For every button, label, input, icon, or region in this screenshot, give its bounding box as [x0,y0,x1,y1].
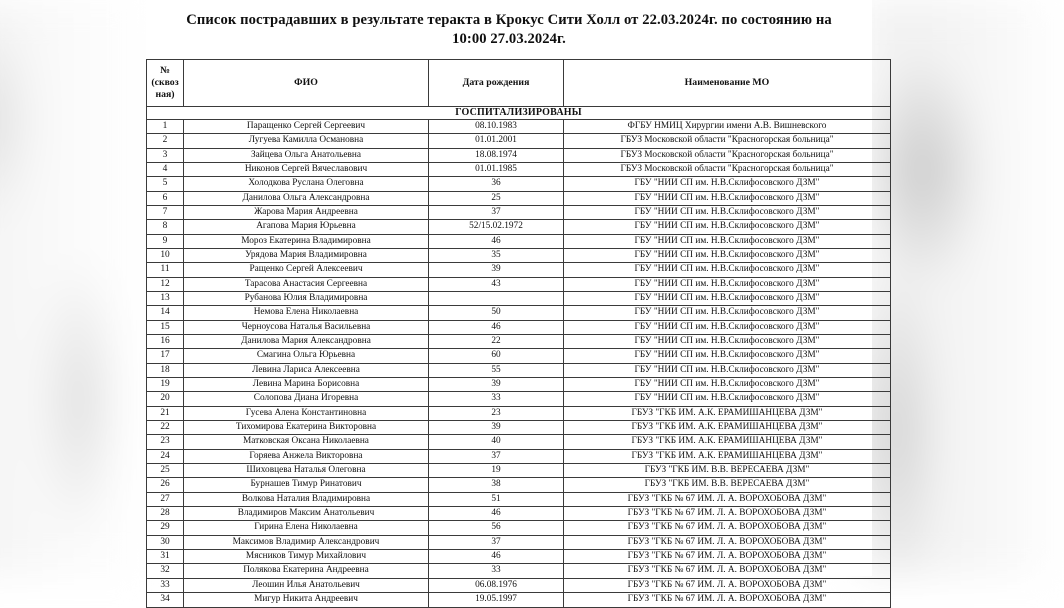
table-row [147,421,891,435]
cell-medical-organization: ГБУ "НИИ СП им. Н.В.Склифосовского ДЗМ" [564,177,891,191]
cell-fio: Зайцева Ольга Анатольевна [184,148,429,162]
cell-medical-organization: ГБУЗ Московской области "Красногорская больница" [564,162,891,176]
cell-number: 18 [147,363,184,377]
cell-date-of-birth: 19.05.1997 [429,593,564,607]
table-row [147,392,891,406]
column-header-fio: ФИО [184,59,429,106]
table-section-header [147,106,891,119]
page-left-margin-backdrop [0,0,150,576]
cell-medical-organization: ГБУ "НИИ СП им. Н.В.Склифосовского ДЗМ" [564,220,891,234]
cell-medical-organization: ГБУЗ "ГКБ № 67 ИМ. Л. А. ВОРОХОБОВА ДЗМ" [564,550,891,564]
section-row-hospitalized [147,106,891,119]
cell-date-of-birth: 22 [429,334,564,348]
cell-fio: Урядова Мария Владимировна [184,248,429,262]
table-row [147,134,891,148]
cell-fio: Лугуева Камилла Османовна [184,134,429,148]
cell-number: 4 [147,162,184,176]
cell-number: 22 [147,421,184,435]
table-row [147,435,891,449]
table-row [147,550,891,564]
cell-number: 2 [147,134,184,148]
cell-medical-organization: ГБУ "НИИ СП им. Н.В.Склифосовского ДЗМ" [564,334,891,348]
cell-number: 21 [147,406,184,420]
cell-medical-organization: ГБУ "НИИ СП им. Н.В.Склифосовского ДЗМ" [564,378,891,392]
cell-date-of-birth: 51 [429,492,564,506]
cell-fio: Мороз Екатерина Владимировна [184,234,429,248]
table-row [147,521,891,535]
cell-number: 28 [147,507,184,521]
table-row [147,363,891,377]
table-row [147,320,891,334]
cell-fio: Солопова Диана Игоревна [184,392,429,406]
cell-medical-organization: ГБУ "НИИ СП им. Н.В.Склифосовского ДЗМ" [564,349,891,363]
cell-medical-organization: ГБУ "НИИ СП им. Н.В.Склифосовского ДЗМ" [564,234,891,248]
cell-fio: Смагина Ольга Юрьевна [184,349,429,363]
cell-fio: Холодкова Руслана Олеговна [184,177,429,191]
cell-number: 17 [147,349,184,363]
cell-number: 23 [147,435,184,449]
table-row [147,406,891,420]
cell-medical-organization: ГБУЗ Московской области "Красногорская больница" [564,148,891,162]
table-row [147,478,891,492]
table-row [147,177,891,191]
cell-medical-organization: ГБУ "НИИ СП им. Н.В.Склифосовского ДЗМ" [564,191,891,205]
table-row [147,248,891,262]
table-row [147,291,891,305]
table-row [147,334,891,348]
cell-date-of-birth: 23 [429,406,564,420]
column-header-number-line2: (сквоз [151,76,179,88]
cell-medical-organization: ГБУЗ "ГКБ № 67 ИМ. Л. А. ВОРОХОБОВА ДЗМ" [564,521,891,535]
cell-date-of-birth: 19 [429,464,564,478]
cell-number: 16 [147,334,184,348]
cell-date-of-birth: 52/15.02.1972 [429,220,564,234]
cell-date-of-birth: 08.10.1983 [429,119,564,133]
cell-medical-organization: ГБУЗ "ГКБ ИМ. А.К. ЕРАМИШАНЦЕВА ДЗМ" [564,449,891,463]
cell-number: 32 [147,564,184,578]
victims-table [146,59,891,608]
column-header-number-line1: № [160,64,170,76]
cell-medical-organization: ГБУЗ "ГКБ ИМ. А.К. ЕРАМИШАНЦЕВА ДЗМ" [564,421,891,435]
cell-medical-organization: ГБУЗ "ГКБ ИМ. А.К. ЕРАМИШАНЦЕВА ДЗМ" [564,435,891,449]
cell-date-of-birth: 55 [429,363,564,377]
cell-date-of-birth: 01.01.2001 [429,134,564,148]
cell-number: 20 [147,392,184,406]
cell-number: 15 [147,320,184,334]
cell-number: 26 [147,478,184,492]
cell-date-of-birth: 46 [429,320,564,334]
cell-number: 5 [147,177,184,191]
cell-date-of-birth: 56 [429,521,564,535]
cell-date-of-birth: 35 [429,248,564,262]
table-header [147,59,891,106]
cell-fio: Бурнашев Тимур Ринатович [184,478,429,492]
cell-number: 34 [147,593,184,607]
cell-fio: Немова Елена Николаевна [184,306,429,320]
cell-fio: Полякова Екатерина Андреевна [184,564,429,578]
cell-fio: Мясников Тимур Михайлович [184,550,429,564]
cell-number: 3 [147,148,184,162]
cell-date-of-birth: 46 [429,507,564,521]
table-row [147,234,891,248]
table-row [147,535,891,549]
table-row [147,578,891,592]
table-row [147,162,891,176]
cell-medical-organization: ГБУ "НИИ СП им. Н.В.Склифосовского ДЗМ" [564,263,891,277]
cell-fio: Гирина Елена Николаевна [184,521,429,535]
cell-date-of-birth: 18.08.1974 [429,148,564,162]
cell-fio: Волкова Наталия Владимировна [184,492,429,506]
cell-number: 7 [147,205,184,219]
cell-date-of-birth: 40 [429,435,564,449]
column-header-medical-organization: Наименование МО [564,59,891,106]
table-row [147,593,891,607]
cell-fio: Черноусова Наталья Васильевна [184,320,429,334]
table-row [147,148,891,162]
cell-medical-organization: ГБУЗ "ГКБ № 67 ИМ. Л. А. ВОРОХОБОВА ДЗМ" [564,564,891,578]
cell-date-of-birth: 39 [429,263,564,277]
cell-fio: Паращенко Сергей Сергеевич [184,119,429,133]
column-header-date-of-birth: Дата рождения [429,59,564,106]
cell-number: 11 [147,263,184,277]
cell-date-of-birth: 37 [429,535,564,549]
cell-date-of-birth [429,291,564,305]
cell-medical-organization: ГБУ "НИИ СП им. Н.В.Склифосовского ДЗМ" [564,392,891,406]
table-body [147,119,891,607]
cell-date-of-birth: 01.01.1985 [429,162,564,176]
page-title: Список пострадавших в результате теракта в Крокус Сити Холл от 22.03.2024г. по состоянию на 10:00 27.03.2024г. [186,12,832,48]
cell-medical-organization: ГБУЗ "ГКБ № 67 ИМ. Л. А. ВОРОХОБОВА ДЗМ" [564,535,891,549]
cell-number: 24 [147,449,184,463]
cell-date-of-birth: 60 [429,349,564,363]
cell-fio: Матковская Оксана Николаевна [184,435,429,449]
cell-fio: Жарова Мария Андреевна [184,205,429,219]
cell-medical-organization: ГБУ "НИИ СП им. Н.В.Склифосовского ДЗМ" [564,291,891,305]
cell-medical-organization: ГБУЗ "ГКБ № 67 ИМ. Л. А. ВОРОХОБОВА ДЗМ" [564,492,891,506]
cell-date-of-birth: 46 [429,234,564,248]
cell-fio: Максимов Владимир Александрович [184,535,429,549]
table-row [147,119,891,133]
table-row [147,449,891,463]
cell-medical-organization: ГБУ "НИИ СП им. Н.В.Склифосовского ДЗМ" [564,205,891,219]
cell-date-of-birth: 37 [429,449,564,463]
cell-fio: Данилова Мария Александровна [184,334,429,348]
cell-fio: Левина Лариса Алексеевна [184,363,429,377]
cell-fio: Леошин Илья Анатольевич [184,578,429,592]
table-row [147,306,891,320]
cell-date-of-birth: 33 [429,392,564,406]
table-row [147,349,891,363]
cell-date-of-birth: 46 [429,550,564,564]
cell-fio: Тихомирова Екатерина Викторовна [184,421,429,435]
cell-number: 12 [147,277,184,291]
cell-date-of-birth: 39 [429,378,564,392]
cell-medical-organization: ГБУЗ "ГКБ ИМ. В.В. ВЕРЕСАЕВА ДЗМ" [564,478,891,492]
cell-number: 6 [147,191,184,205]
cell-medical-organization: ГБУ "НИИ СП им. Н.В.Склифосовского ДЗМ" [564,277,891,291]
cell-fio: Шиховцева Наталья Олеговна [184,464,429,478]
cell-number: 13 [147,291,184,305]
cell-fio: Данилова Ольга Александровна [184,191,429,205]
cell-number: 9 [147,234,184,248]
cell-number: 25 [147,464,184,478]
cell-medical-organization: ГБУЗ "ГКБ ИМ. В.В. ВЕРЕСАЕВА ДЗМ" [564,464,891,478]
cell-fio: Агапова Мария Юрьевна [184,220,429,234]
cell-fio: Ращенко Сергей Алексеевич [184,263,429,277]
table-row [147,507,891,521]
cell-medical-organization: ГБУЗ Московской области "Красногорская больница" [564,134,891,148]
cell-medical-organization: ГБУ "НИИ СП им. Н.В.Склифосовского ДЗМ" [564,320,891,334]
cell-date-of-birth: 50 [429,306,564,320]
cell-fio: Никонов Сергей Вячеславович [184,162,429,176]
cell-medical-organization: ГБУЗ "ГКБ № 67 ИМ. Л. А. ВОРОХОБОВА ДЗМ" [564,507,891,521]
cell-fio: Владимиров Максим Анатольевич [184,507,429,521]
cell-number: 30 [147,535,184,549]
table-row [147,263,891,277]
cell-date-of-birth: 38 [429,478,564,492]
table-row [147,492,891,506]
cell-number: 14 [147,306,184,320]
table-row [147,205,891,219]
cell-fio: Тарасова Анастасия Сергеевна [184,277,429,291]
cell-medical-organization: ГБУЗ "ГКБ № 67 ИМ. Л. А. ВОРОХОБОВА ДЗМ" [564,578,891,592]
cell-medical-organization: ГБУЗ "ГКБ № 67 ИМ. Л. А. ВОРОХОБОВА ДЗМ" [564,593,891,607]
table-row [147,378,891,392]
cell-fio: Горяева Анжела Викторовна [184,449,429,463]
table-row [147,191,891,205]
cell-number: 19 [147,378,184,392]
cell-number: 10 [147,248,184,262]
cell-date-of-birth: 37 [429,205,564,219]
cell-medical-organization: ГБУ "НИИ СП им. Н.В.Склифосовского ДЗМ" [564,248,891,262]
cell-date-of-birth: 36 [429,177,564,191]
cell-number: 27 [147,492,184,506]
cell-date-of-birth: 43 [429,277,564,291]
column-header-number-line3: ная) [155,88,175,100]
cell-number: 31 [147,550,184,564]
cell-date-of-birth: 25 [429,191,564,205]
cell-fio: Рубанова Юлия Владимировна [184,291,429,305]
cell-medical-organization: ФГБУ НМИЦ Хирургии имени А.В. Вишневского [564,119,891,133]
cell-number: 8 [147,220,184,234]
table-row [147,277,891,291]
column-header-number [147,59,184,106]
cell-date-of-birth: 39 [429,421,564,435]
cell-medical-organization: ГБУЗ "ГКБ ИМ. А.К. ЕРАМИШАНЦЕВА ДЗМ" [564,406,891,420]
table-row [147,220,891,234]
cell-number: 1 [147,119,184,133]
cell-fio: Мигур Никита Андреевич [184,593,429,607]
cell-fio: Гусева Алена Константиновна [184,406,429,420]
document-sheet [146,0,872,605]
table-header-row [147,59,891,106]
cell-medical-organization: ГБУ "НИИ СП им. Н.В.Склифосовского ДЗМ" [564,363,891,377]
table-row [147,564,891,578]
table-row [147,464,891,478]
cell-date-of-birth: 06.08.1976 [429,578,564,592]
cell-number: 33 [147,578,184,592]
section-label: ГОСПИТАЛИЗИРОВАНЫ [147,106,891,119]
cell-number: 29 [147,521,184,535]
cell-medical-organization: ГБУ "НИИ СП им. Н.В.Склифосовского ДЗМ" [564,306,891,320]
cell-fio: Левина Марина Борисовна [184,378,429,392]
cell-date-of-birth: 33 [429,564,564,578]
